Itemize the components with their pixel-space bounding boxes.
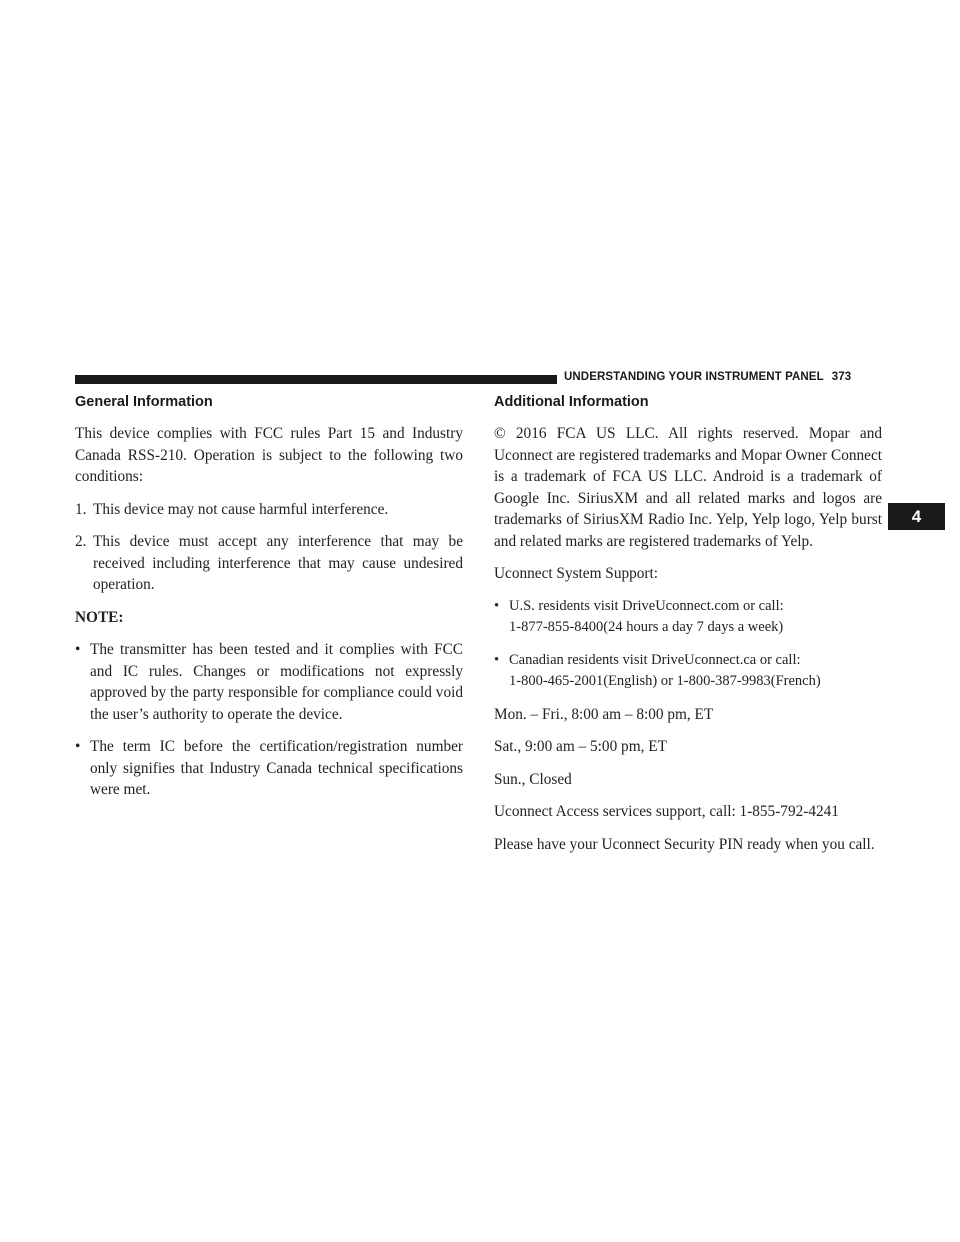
header-title: UNDERSTANDING YOUR INSTRUMENT PANEL (564, 371, 824, 383)
condition-item (75, 531, 463, 596)
bullet-icon: • (75, 738, 81, 755)
condition-number: 1. (75, 500, 87, 518)
left-column (75, 393, 463, 812)
note-label: NOTE: (75, 608, 124, 626)
access-support: Uconnect Access services support, call: 1-855-792-4241 (494, 803, 839, 820)
hours-sunday: Sun., Closed (494, 770, 572, 788)
right-column (494, 393, 882, 866)
note-text: The transmitter has been tested and it complies with FCC and IC rules. Changes or modifications not expressly approved by the party responsible for compliance could void the user’s authority to operate the device. (90, 641, 463, 723)
chapter-tab: 4 (888, 503, 945, 530)
bullet-icon: • (494, 597, 500, 614)
hours-weekday: Mon. – Fri., 8:00 am – 8:00 pm, ET (494, 705, 714, 723)
fcc-intro-paragraph: This device complies with FCC rules Part 15 and Industry Canada RSS-210. Operation is subject to the following two conditions: (75, 425, 463, 485)
pin-note: Please have your Uconnect Security PIN ready when you call. (494, 835, 875, 853)
support-item (494, 650, 882, 693)
support-us-text: U.S. residents visit DriveUconnect.com or call: (509, 597, 784, 614)
bullet-icon: • (75, 641, 81, 658)
condition-text: This device may not cause harmful interference. (93, 500, 389, 518)
note-item (75, 736, 463, 801)
additional-information-heading: Additional Information (494, 394, 649, 410)
condition-item (75, 499, 463, 521)
notes-list (75, 639, 463, 801)
note-text: The term IC before the certification/registration number only signifies that Industry Canada technical specifications were met. (90, 738, 463, 798)
condition-number: 2. (75, 533, 87, 550)
general-information-heading: General Information (75, 394, 213, 410)
hours-saturday: Sat., 9:00 am – 5:00 pm, ET (494, 738, 667, 755)
support-us-phone: 1-877-855-8400(24 hours a day 7 days a week) (509, 619, 784, 635)
conditions-list (75, 499, 463, 596)
support-canada-text: Canadian residents visit DriveUconnect.ca or call: (509, 651, 801, 668)
support-canada-phone: 1-800-465-2001(English) or 1-800-387-9983(French) (509, 673, 821, 689)
header-rule (75, 375, 557, 384)
support-list (494, 596, 882, 693)
copyright-paragraph: © 2016 FCA US LLC. All rights reserved. Mopar and Uconnect are registered trademarks and Mopar Owner Connect is a trademark of FCA US LLC. Android is a trademark of Google Inc. SiriusXM and all related marks and logos are trademarks of SiriusXM Radio Inc. Yelp, Yelp logo, Yelp burst and related marks are registered trademarks of Yelp. (494, 425, 882, 550)
support-label: Uconnect System Support: (494, 565, 659, 582)
condition-text: This device must accept any interference that may be received including interference that may cause undesired operation. (93, 533, 463, 593)
note-item (75, 639, 463, 725)
page-number: 373 (831, 371, 852, 383)
running-header (564, 371, 851, 383)
bullet-icon: • (494, 651, 500, 668)
support-item (494, 596, 882, 639)
